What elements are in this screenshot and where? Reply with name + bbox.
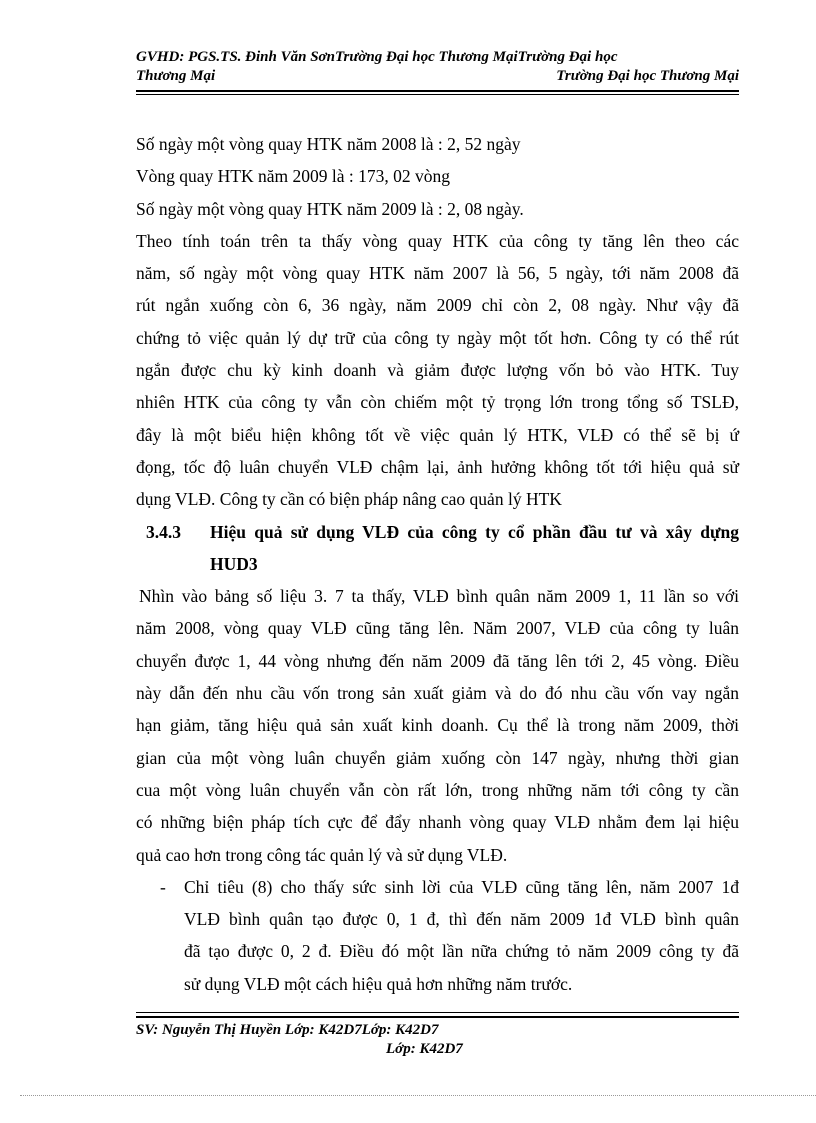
text-line: Số ngày một vòng quay HTK năm 2008 là : 2, 52 ngày xyxy=(136,134,521,154)
paragraph-line: Theo tính toán trên ta thấy vòng quay HTK của công ty tăng lên theo các xyxy=(136,230,739,251)
bullet-item xyxy=(136,873,739,1002)
footer-line-1: SV: Nguyễn Thị Huyền Lớp: K42D7Lớp: K42D7 xyxy=(136,1022,439,1038)
section-title: Hiệu quả sử dụng VLĐ của công ty cổ phần đầu tư và xây dựng xyxy=(210,521,739,542)
header-line-2 xyxy=(136,67,739,86)
header-line-2-left: Thương Mại xyxy=(136,68,216,84)
paragraph-line: hạn giảm, tăng hiệu quả sản xuất kinh doanh. Cụ thể là trong năm 2009, thời xyxy=(136,715,739,736)
header-rule-thin xyxy=(136,94,739,95)
paragraph-line: đây là một biểu hiện không tốt về việc quản lý HTK, VLĐ có thể sẽ bị ứ xyxy=(136,424,739,445)
bullet-line: VLĐ bình quân tạo được 0, 1 đ, thì đến năm 2009 1đ VLĐ bình quân xyxy=(184,909,739,930)
paragraph-vld xyxy=(136,582,739,873)
page-edge-dotted-line xyxy=(20,1095,816,1096)
header-line-2-right: Trường Đại học Thương Mại xyxy=(556,68,739,84)
page-body xyxy=(136,130,739,1002)
bullet-line: đã tạo được 0, 2 đ. Điều đó một lần nữa chứng tỏ năm 2009 công ty đã xyxy=(184,941,739,962)
section-heading xyxy=(136,518,739,550)
paragraph-line: năm 2008, vòng quay VLĐ cũng tăng lên. Năm 2007, VLĐ của công ty luân xyxy=(136,618,739,639)
section-number: 3.4.3 xyxy=(146,521,181,542)
bullet-text: Chỉ tiêu (8) cho thấy sức sinh lời của VLĐ cũng tăng lên, năm 2007 1đ xyxy=(184,876,739,897)
paragraph-line: cua một vòng luân chuyển vẫn còn rất lớn, trong những năm tới công ty cần xyxy=(136,779,739,800)
paragraph-line: chứng tỏ việc quản lý dự trữ của công ty ngày một tốt hơn. Công ty có thể rút xyxy=(136,327,739,348)
paragraph-line: có những biện pháp tích cực để đẩy nhanh vòng quay VLĐ nhằm đem lại hiệu xyxy=(136,812,739,833)
page-header xyxy=(136,48,739,86)
text-line: Số ngày một vòng quay HTK năm 2009 là : 2, 08 ngày. xyxy=(136,198,524,219)
bullet-first-line xyxy=(136,873,739,905)
bullet-dash: - xyxy=(160,876,166,897)
page-footer xyxy=(136,1021,739,1059)
header-rule-thick xyxy=(136,90,739,92)
text-line: Vòng quay HTK năm 2009 là : 173, 02 vòng xyxy=(136,166,450,187)
paragraph-line: đọng, tốc độ luân chuyển VLĐ chậm lại, ảnh hưởng không tốt tới hiệu quả sử xyxy=(136,456,739,477)
header-line-1: GVHD: PGS.TS. Đinh Văn SơnTrường Đại học Thương MạiTrường Đại học xyxy=(136,49,618,65)
bullet-line-last: sử dụng VLĐ một cách hiệu quả hơn những năm trước. xyxy=(184,973,573,994)
footer-rule-thick xyxy=(136,1016,739,1018)
paragraph-line: Nhìn vào bảng số liệu 3. 7 ta thấy, VLĐ bình quân năm 2009 1, 11 lần so với xyxy=(139,586,739,607)
paragraph-line-last: dụng VLĐ. Công ty cần có biện pháp nâng cao quản lý HTK xyxy=(136,489,562,510)
paragraph-htk xyxy=(136,227,739,518)
section-title-cont: HUD3 xyxy=(210,553,258,574)
paragraph-line: chuyển được 1, 44 vòng nhưng đến năm 2009 đã tăng lên tới 2, 45 vòng. Điều xyxy=(136,650,739,671)
paragraph-line: nhiên HTK của công ty vẫn còn chiếm một tỷ trọng lớn trong tổng số TSLĐ, xyxy=(136,392,739,413)
paragraph-line: này dẫn đến nhu cầu vốn trong sản xuất giảm và do đó nhu cầu vốn vay ngắn xyxy=(136,683,739,704)
paragraph-line-last: quả cao hơn trong công tác quản lý và sử dụng VLĐ. xyxy=(136,844,508,865)
paragraph-line: năm, số ngày một vòng quay HTK năm 2007 là 56, 5 ngày, tới năm 2008 đã xyxy=(136,263,739,284)
paragraph-line: rút ngắn xuống còn 6, 36 ngày, năm 2009 chỉ còn 2, 08 ngày. Như vậy đã xyxy=(136,295,739,316)
paragraph-line: ngắn được chu kỳ kinh doanh và giảm được lượng vốn bỏ vào HTK. Tuy xyxy=(136,360,739,381)
paragraph-line: gian của một vòng luân chuyển giảm xuống còn 147 ngày, nhưng thời gian xyxy=(136,747,739,768)
footer-line-2: Lớp: K42D7 xyxy=(386,1041,463,1057)
footer-rule-thin xyxy=(136,1012,739,1013)
